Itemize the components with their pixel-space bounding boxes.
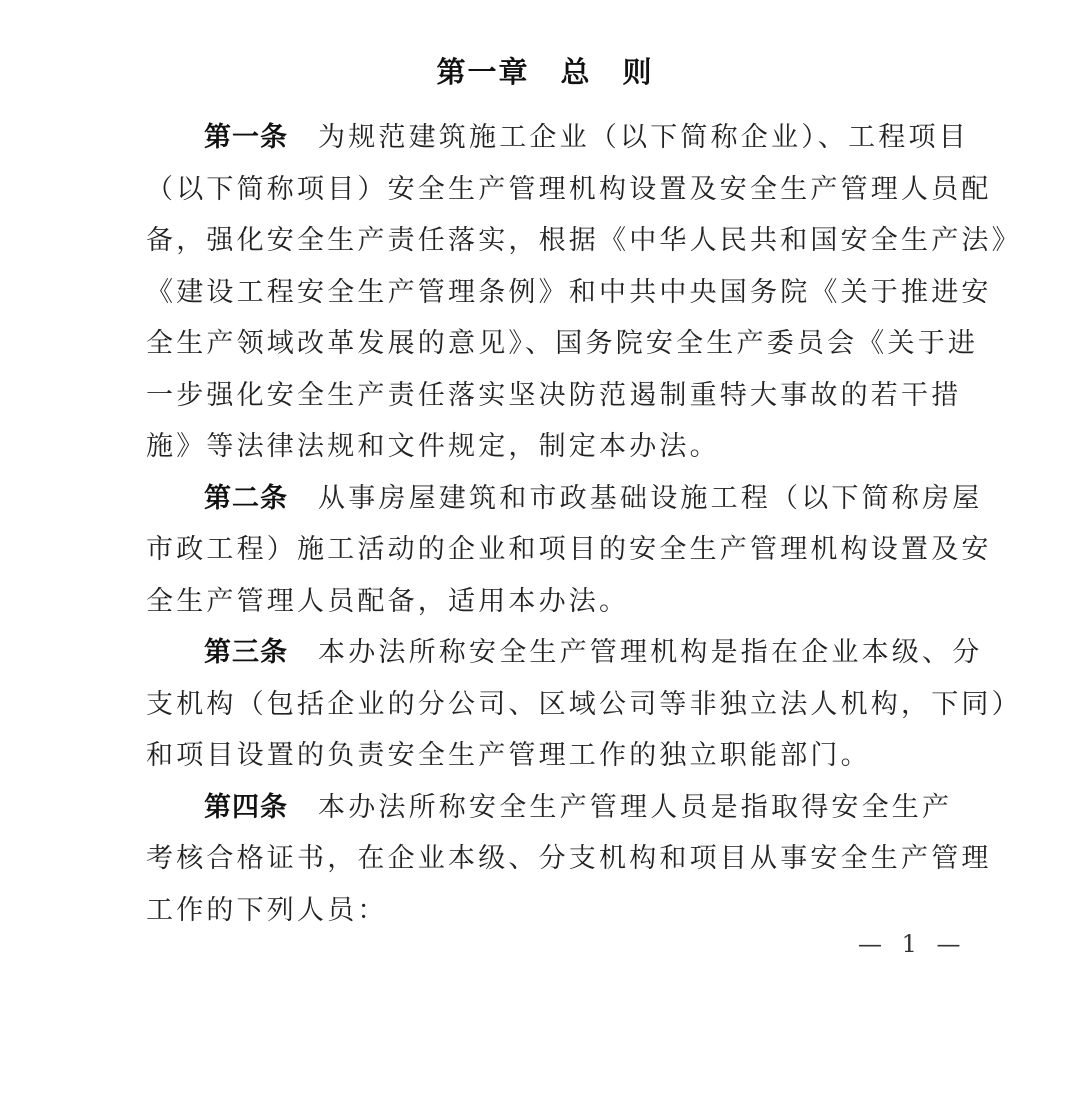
- article-4-line-3: 工作的下列人员：: [146, 894, 388, 926]
- article-2-line-2: 市政工程）施工活动的企业和项目的安全生产管理机构设置及安: [146, 534, 992, 565]
- article-1-line-7: 施》等法律法规和文件规定，制定本办法。: [146, 431, 720, 462]
- chapter-title: 第一章 总 则: [436, 55, 654, 89]
- article-3-line-1: [146, 627, 983, 679]
- document-body: [146, 112, 1022, 936]
- article-2-line-1: [146, 473, 983, 525]
- article-3-line-2: 支机构（包括企业的分公司、区域公司等非独立法人机构，下同）: [146, 688, 1022, 720]
- article-text: 本办法所称安全生产管理机构是指在企业本级、分: [318, 637, 983, 668]
- article-text: 从事房屋建筑和市政基础设施工程（以下简称房屋: [318, 482, 983, 514]
- article-label: 第三条: [204, 637, 288, 668]
- article-3-line-3: 和项目设置的负责安全生产管理工作的独立职能部门。: [146, 740, 871, 771]
- article-1-line-4: 《建设工程安全生产管理条例》和中共中央国务院《关于推进安: [146, 276, 992, 308]
- article-1-line-1: [146, 112, 969, 164]
- article-text: 本办法所称安全生产管理人员是指取得安全生产: [318, 791, 953, 823]
- article-label: 第四条: [204, 791, 288, 823]
- article-1-line-6: 一步强化安全生产责任落实坚决防范遏制重特大事故的若干措: [146, 379, 962, 411]
- article-2-line-3: 全生产管理人员配备，适用本办法。: [146, 585, 630, 617]
- page-number: — 1 —: [858, 930, 967, 958]
- article-label: 第二条: [204, 482, 288, 514]
- article-4-line-2: 考核合格证书，在企业本级、分支机构和项目从事安全生产管理: [146, 843, 992, 874]
- article-1-line-3: 备，强化安全生产责任落实，根据《中华人民共和国安全生产法》: [146, 225, 1022, 256]
- article-1-line-2: （以下简称项目）安全生产管理机构设置及安全生产管理人员配: [146, 173, 992, 205]
- article-1-line-5: 全生产领域改革发展的意见》、国务院安全生产委员会《关于进: [146, 328, 979, 359]
- article-4-line-1: [146, 782, 953, 834]
- article-label: 第一条: [204, 122, 288, 153]
- article-text: 为规范建筑施工企业（以下简称企业）、工程项目: [318, 122, 969, 153]
